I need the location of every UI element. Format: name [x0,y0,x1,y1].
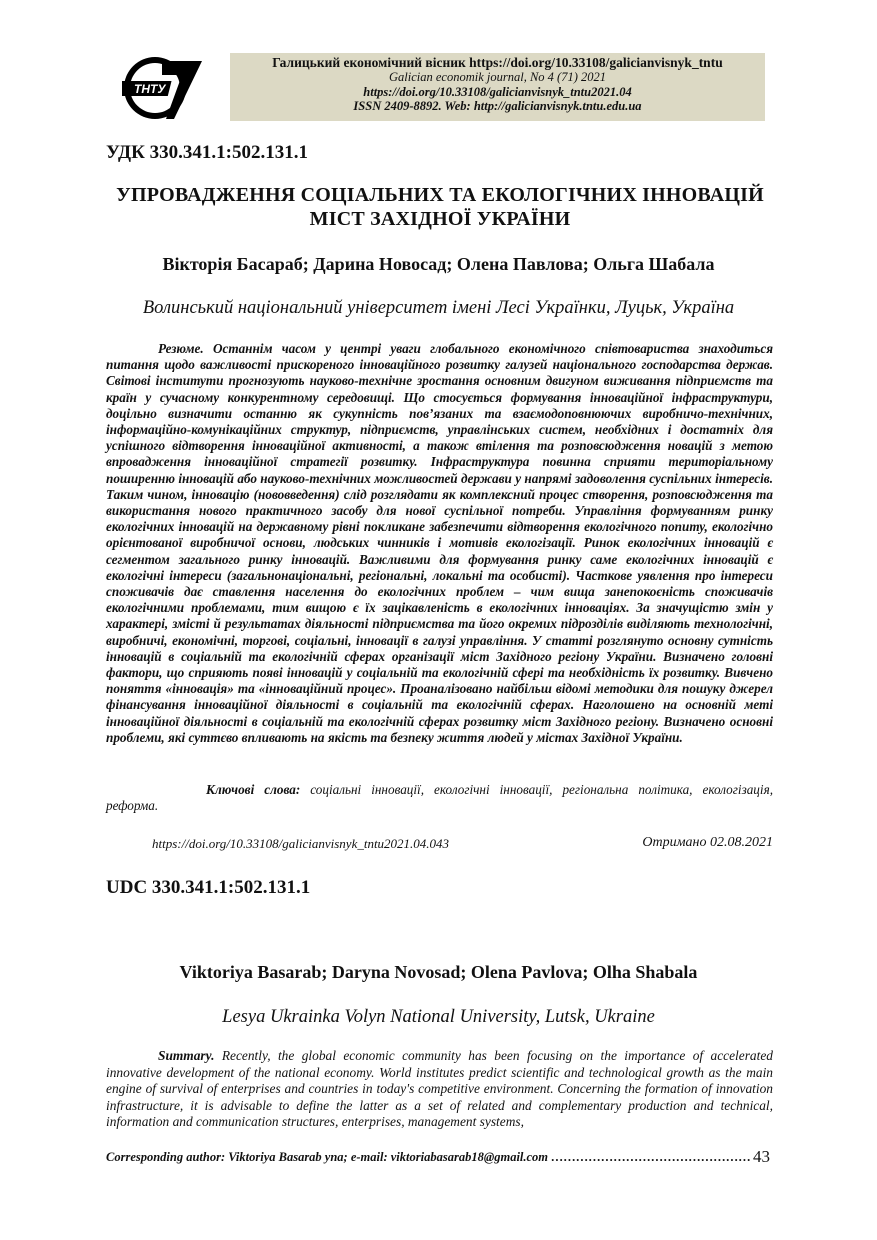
logo-text: ТНТУ [134,82,166,96]
issn-prefix: ISSN 2409-8892. Web: [353,99,474,113]
title-line-2: МІСТ ЗАХІДНОЇ УКРАЇНИ [309,208,571,230]
abstract-text: Останнім часом у центрі уваги глобального економічного співтовариства знаходиться питання щодо важливості прискореного інноваційного розвитку галузей національного господарства держав. Світові інститути прогнозують науково-технічне зростання основним двигуном виживання підприємств та країн у сучасному конкурентному середовищі. Що стосується формування інноваційної інфраструктури, доцільно визначити останню як сукупність пов’язаних та взаємодоповнюючих виробничо-технічних, інформаційно-комунікаційних структур, підприємств, управлінських систем, необхідних і достатніх для успішного відтворення інноваційної активності, а також втілення та розповсюдження новацій з метою впровадження інноваційної стратегії розвитку. Інфраструктура повинна сприяти територіальному поширенню інновацій або науково-технічних можливостей держави у напрямі задоволення суспільних інтересів. Таким чином, інновацію (нововведення) слід розглядати як комплексний процес створення, розповсюдження та використання нового практичного засобу для нової суспільної потреби. Управління формуванням ринку екологічних інновацій на державному рівні покликане забезпечити відтворення екологічного попиту, екологічно орієнтованої виробничої основи, людських чинників і мотивів екологізації. Ринок екологічних інновацій є сегментом загального ринку інновацій. Важливими для формування ринку саме екологічних інновацій є екологічні інтереси (загальнонаціональні, регіональні, локальні та особисті). Часткове уявлення про інтереси споживачів дає ставлення населення до екологічних проблем – чим вища занепокоєність споживачів екологічними проблемами, тим вищою є їх зацікавленість в екологічних інноваціях. За значущістю змін у характері, змісті й результатах діяльності підприємства та його окремих підрозділів виділяють технологічні, виробничі, економічні, торгові, соціальні, інновації в галузі управління. У статті розглянуто основну сутність інновацій в соціальній та екологічній сферах організації міст Західного регіону України. Визначено головні фактори, що сприяють появі інновацій у соціальній та екологічній сфері та необхідність їх розвитку. Вивчено поняття «інновація» та «інноваційний процес». Проаналізовано найбільш відомі методики для пошуку джерел фінансування інноваційної діяльності в соціальній та екологічній сферах. Наголошено на основній меті інноваційної діяльності в соціальній та екологічній сферах розвитку міст Західного регіону. Визначено основні проблеми, які суттєво впливають на якість та безпеку життя людей у містах Західної України. [106,341,773,745]
journal-header [230,53,765,121]
journal-line: Галицький економічний вісник https://doi.org/10.33108/galicianvisnyk_tntu [272,55,723,70]
title-line-1: УПРОВАДЖЕННЯ СОЦІАЛЬНИХ ТА ЕКОЛОГІЧНИХ ІННОВАЦІЙ [116,184,764,206]
affiliation-ua: Волинський національний університет імені Лесі Українки, Луцьк, Україна [142,298,735,318]
journal-logo [122,55,204,121]
affiliation-en: Lesya Ukrainka Volyn National University, Lutsk, Ukraine [222,1007,655,1027]
footer [106,1150,773,1165]
received-date: Отримано 02.08.2021 [642,835,773,850]
summary-en [106,1048,773,1131]
summary-text: Recently, the global economic community has been focusing on the importance of accelerated innovative development of the national economy. World institutes predict scientific and technological growth as the main engine of survival of enterprises and countries in today's competitive environment. Concerning the formation of innovation infrastructure, it is advisable to define the latter as a set of related and complementary production and technical, information and communication structures, enterprises, management systems, [106,1048,773,1129]
article-doi[interactable]: https://doi.org/10.33108/galicianvisnyk_tntu2021.04.043 [152,836,450,851]
page-number: 43 [753,1147,770,1166]
keywords-ua [106,782,773,814]
summary-label: Summary. [158,1048,215,1063]
authors-ua: Вікторія Басараб; Дарина Новосад; Олена Павлова; Ольга Шабала [162,254,715,274]
issue-doi[interactable]: https://doi.org/10.33108/galicianvisnyk_tntu2021.04 [363,84,632,99]
abstract-label: Резюме. [158,341,204,356]
footer-dots: ………………………………………… [551,1150,752,1164]
abstract-ua [106,341,773,746]
corresponding-author: Corresponding author: Viktoriya Basarab уna; e-mail: viktoriabasarab18@gmail.com [106,1150,549,1164]
website-link[interactable]: http://galicianvisnyk.tntu.edu.ua [473,99,642,113]
article-title [100,183,780,231]
authors-en: Viktoriya Basarab; Daryna Novosad; Olena Pavlova; Olha Shabala [179,962,698,982]
udc-ua: УДК 330.341.1:502.131.1 [106,142,308,163]
keywords-label: Ключові слова: [206,782,301,797]
journal-en: Galician economik journal, No 4 (71) 2021 [389,70,606,84]
udc-en: UDC 330.341.1:502.131.1 [106,877,311,898]
issn-line [230,99,765,114]
keywords-text: соціальні інновації, екологічні інновації, регіональна політика, екологізація, реформа. [106,782,773,814]
